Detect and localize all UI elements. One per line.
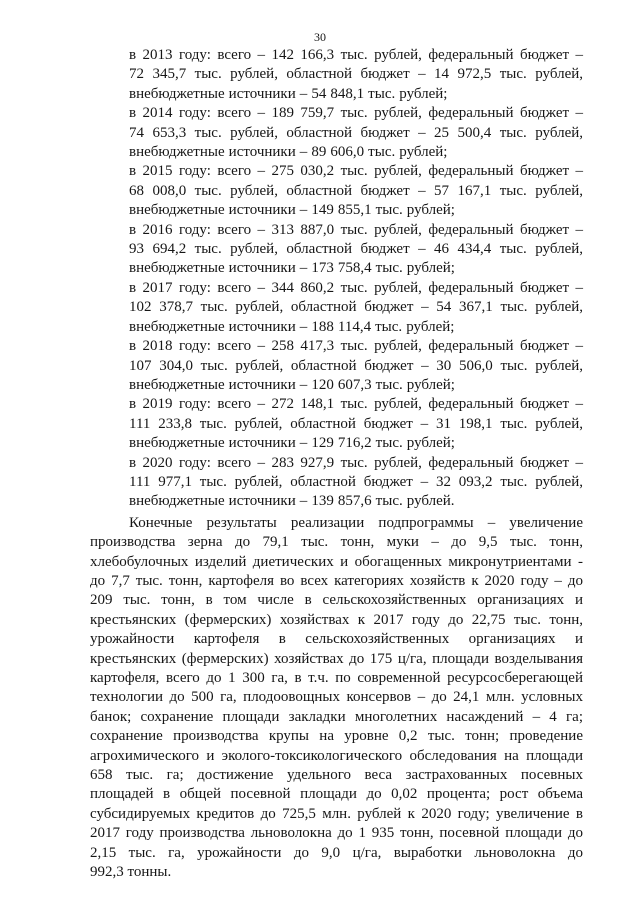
text-line: в 2020 году: всего – 283 927,9 тыс. рублей, федеральный бюджет – — [129, 454, 583, 471]
text-line: внебюджетные источники – 173 758,4 тыс. рублей; — [129, 260, 455, 277]
text-line: внебюджетные источники – 188 114,4 тыс. рублей; — [129, 318, 455, 335]
text-line: в 2014 году: всего – 189 759,7 тыс. рублей, федеральный бюджет – — [129, 105, 583, 122]
text-line: 74 653,3 тыс. рублей, областной бюджет – 25 500,4 тыс. рублей, — [129, 124, 583, 141]
text-line: 209 тыс. тонн, в том числе в сельскохозяйственных организациях и — [90, 592, 583, 609]
text-line: 111 233,8 тыс. рублей, областной бюджет – 31 198,1 тыс. рублей, — [129, 415, 583, 432]
text-line: в 2019 году: всего – 272 148,1 тыс. рублей, федеральный бюджет – — [129, 396, 583, 413]
funding-year-paragraph — [90, 221, 583, 279]
funding-year-paragraph — [90, 454, 583, 512]
text-line: банок; сохранение площади закладки многолетних насаждений – 4 га; — [90, 708, 583, 725]
text-line: 102 378,7 тыс. рублей, областной бюджет – 54 367,1 тыс. рублей, — [129, 299, 583, 316]
text-line: внебюджетные источники – 149 855,1 тыс. рублей; — [129, 202, 455, 219]
text-line: агрохимического и эколого-токсикологического обследования на площади — [90, 747, 583, 764]
text-line: 68 008,0 тыс. рублей, областной бюджет – 57 167,1 тыс. рублей, — [129, 182, 583, 199]
text-line: производства зерна до 79,1 тыс. тонн, муки – до 9,5 тыс. тонн, — [90, 534, 583, 551]
results-paragraph — [90, 514, 583, 883]
text-line: 111 977,1 тыс. рублей, областной бюджет – 32 093,2 тыс. рублей, — [129, 473, 583, 490]
text-line: картофеля, всего до 1 300 га, в т.ч. по современной ресурсосберегающей — [90, 670, 583, 686]
text-line: внебюджетные источники – 54 848,1 тыс. рублей; — [129, 85, 448, 102]
text-line: внебюджетные источники – 129 716,2 тыс. рублей; — [129, 435, 455, 452]
text-line: внебюджетные источники – 120 607,3 тыс. рублей; — [129, 376, 455, 393]
text-line: в 2015 году: всего – 275 030,2 тыс. рублей, федеральный бюджет – — [129, 163, 583, 180]
funding-year-paragraph — [90, 162, 583, 220]
text-line: в 2018 году: всего – 258 417,3 тыс. рублей, федеральный бюджет – — [129, 338, 583, 355]
text-line: до 7,7 тыс. тонн, картофеля во всех категориях хозяйств к 2020 году – до — [90, 572, 583, 589]
document-body — [90, 46, 583, 882]
funding-year-paragraph — [90, 279, 583, 337]
funding-by-year-list — [90, 46, 583, 512]
text-line: в 2013 году: всего – 142 166,3 тыс. рублей, федеральный бюджет – — [129, 47, 583, 63]
text-line: крестьянских (фермерских) хозяйствах к 2017 году до 22,75 тыс. тонн, — [90, 611, 583, 628]
text-line: крестьянских (фермерских) хозяйствах до 175 ц/га, площади возделывания — [90, 650, 583, 667]
funding-year-paragraph — [90, 104, 583, 162]
text-line: Конечные результаты реализации подпрограммы – увеличение — [129, 514, 583, 531]
text-line: внебюджетные источники – 89 606,0 тыс. рублей; — [129, 144, 448, 161]
text-line: 2,15 тыс. га, урожайности до 9,0 ц/га, выработки льноволокна до — [90, 844, 583, 861]
text-line: в 2017 году: всего – 344 860,2 тыс. рублей, федеральный бюджет – — [129, 279, 583, 296]
text-line: 93 694,2 тыс. рублей, областной бюджет – 46 434,4 тыс. рублей, — [129, 241, 583, 258]
page-number: 30 — [314, 30, 326, 44]
text-line: урожайности картофеля в сельскохозяйственных организациях и — [90, 631, 583, 648]
text-line: 72 345,7 тыс. рублей, областной бюджет – 14 972,5 тыс. рублей, — [129, 66, 583, 83]
text-line: хлебобулочных изделий диетических и обогащенных микронутриентами - — [90, 553, 583, 570]
text-line: внебюджетные источники – 139 857,6 тыс. рублей. — [129, 493, 455, 510]
text-line: 658 тыс. га; достижение удельного веса застрахованных посевных — [90, 767, 583, 784]
text-line: 992,3 тонны. — [90, 864, 172, 881]
text-line: площадей в общей посевной площади до 0,02 процента; рост объема — [90, 786, 583, 803]
text-line: в 2016 году: всего – 313 887,0 тыс. рублей, федеральный бюджет – — [129, 221, 583, 238]
funding-year-paragraph — [90, 337, 583, 395]
text-line: технологии до 500 га, плодоовощных консервов – до 24,1 млн. условных — [90, 689, 583, 706]
text-line: сохранение производства крупы на уровне 0,2 тыс. тонн; проведение — [90, 728, 583, 745]
funding-year-paragraph — [90, 46, 583, 104]
text-line: 2017 году производства льноволокна до 1 935 тонн, посевной площади до — [90, 825, 583, 842]
text-line: 107 304,0 тыс. рублей, областной бюджет – 30 506,0 тыс. рублей, — [129, 357, 583, 374]
text-line: субсидируемых кредитов до 725,5 млн. рублей к 2020 году; увеличение в — [90, 805, 583, 822]
funding-year-paragraph — [90, 395, 583, 453]
